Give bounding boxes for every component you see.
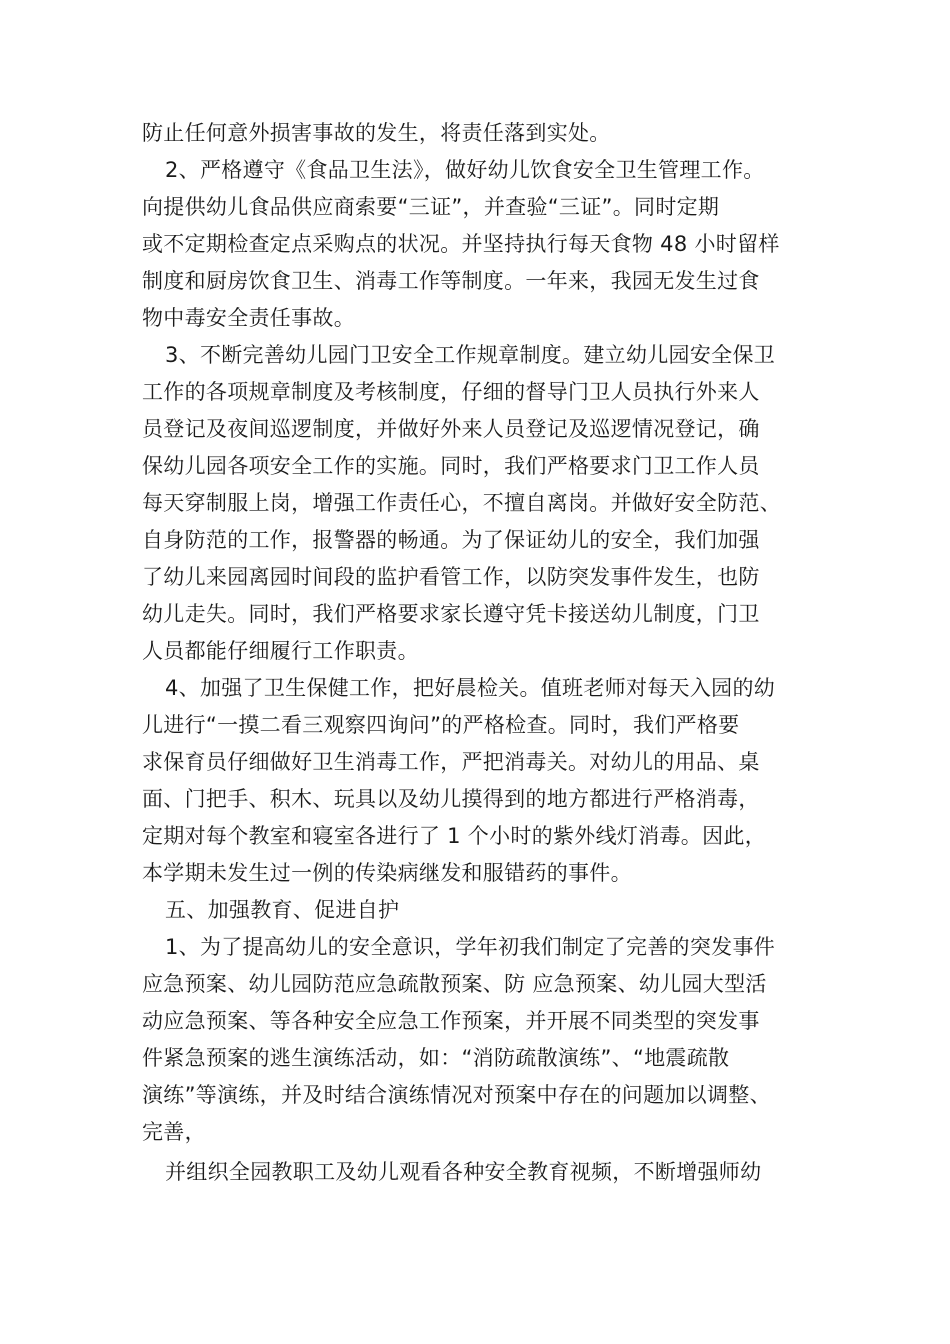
paragraph-line: 并组织全园教职工及幼儿观看各种安全教育视频，不断增强师幼 [165,1160,762,1184]
paragraph-line: 保幼儿园各项安全工作的实施。同时，我们严格要求门卫工作人员 [142,454,760,478]
paragraph-line: 防止任何意外损害事故的发生，将责任落到实处。 [142,121,611,145]
paragraph-line: 工作的各项规章制度及考核制度，仔细的督导门卫人员执行外来人 [142,380,760,404]
paragraph-line: 求保育员仔细做好卫生消毒工作，严把消毒关。对幼儿的用品、桌 [142,750,760,774]
paragraph-line: 4、加强了卫生保健工作，把好晨检关。值班老师对每天入园的幼 [165,676,776,700]
paragraph-line: 幼儿走失。同时，我们严格要求家长遵守凭卡接送幼儿制度，门卫 [142,602,760,626]
paragraph-line: 物中毒安全责任事故。 [142,306,355,330]
paragraph-line: 完善， [142,1120,206,1144]
paragraph-line: 本学期未发生过一例的传染病继发和服错药的事件。 [142,861,632,885]
paragraph-line: 1、为了提高幼儿的安全意识，学年初我们制定了完善的突发事件 [165,935,776,959]
paragraph-line: 定期对每个教室和寝室各进行了 1 个小时的紫外线灯消毒。因此， [142,824,767,848]
paragraph-line: 制度和厨房饮食卫生、消毒工作等制度。一年来，我园无发生过食 [142,269,760,293]
paragraph-line: 演练”等演练，并及时结合演练情况对预案中存在的问题加以调整、 [142,1083,771,1107]
paragraph-line: 向提供幼儿食品供应商索要“三证”，并查验“三证”。同时定期 [142,195,720,219]
section-heading: 五、加强教育、促进自护 [165,898,400,922]
paragraph-line: 应急预案、幼儿园防范应急疏散预案、防 应急预案、幼儿园大型活 [142,972,767,996]
paragraph-line: 动应急预案、等各种安全应急工作预案，并开展不同类型的突发事 [142,1009,760,1033]
paragraph-line: 3、不断完善幼儿园门卫安全工作规章制度。建立幼儿园安全保卫 [165,343,776,367]
paragraph-line: 儿进行“一摸二看三观察四询问”的严格检查。同时，我们严格要 [142,713,740,737]
paragraph-line: 自身防范的工作，报警器的畅通。为了保证幼儿的安全，我们加强 [142,528,760,552]
paragraph-line: 每天穿制服上岗，增强工作责任心，不擅自离岗。并做好安全防范、 [142,491,781,515]
paragraph-line: 面、门把手、积木、玩具以及幼儿摸得到的地方都进行严格消毒， [142,787,760,811]
paragraph-line: 了幼儿来园离园时间段的监护看管工作，以防突发事件发生，也防 [142,565,760,589]
paragraph-line: 件紧急预案的逃生演练活动，如：“消防疏散演练”、“地震疏散 [142,1046,730,1070]
paragraph-line: 人员都能仔细履行工作职责。 [142,639,419,663]
paragraph-line: 或不定期检查定点采购点的状况。并坚持执行每天食物 48 小时留样 [142,232,780,256]
paragraph-line: 2、严格遵守《食品卫生法》，做好幼儿饮食安全卫生管理工作。 [165,158,765,182]
paragraph-line: 员登记及夜间巡逻制度，并做好外来人员登记及巡逻情况登记，确 [142,417,760,441]
